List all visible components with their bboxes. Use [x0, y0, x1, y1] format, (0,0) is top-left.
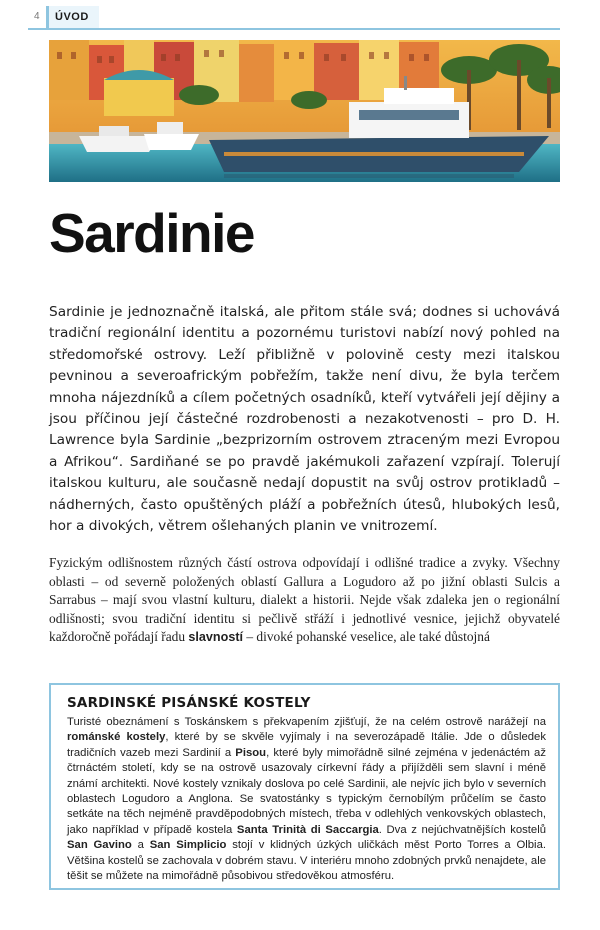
body-term: slavností — [188, 630, 244, 645]
box-text-5: a — [131, 839, 150, 852]
box-text-3: , které byly mimořádně silné zejména v jedenáctém až čtrnáctém století, kdy se na ostrově usazovaly církevní řády a přijížděli sem slavní i méně známí architekti. Nové kostely vznikaly doslova po celé Sardinii, ale nejvíc jich bylo v severních oblastech Logudoro a Anglona. Se svatostánky s typickým černobílým průčelím se často setkáte na těch nejméně pravděpodobných místech, třeba v odlehlých venkovských oblastech, jako například v případě kostela — [67, 746, 546, 836]
box-bold-2: Pisou — [235, 746, 267, 759]
box-bold-3: Santa Trinità di Saccargia — [236, 823, 379, 836]
body-text-part2: – divoké pohanské veselice, ale také důstojná — [243, 629, 490, 645]
page-header — [28, 6, 560, 30]
box-text-1: Turisté obeznámení s Toskánskem s překvapením zjišťují, že na celém ostrově narážejí na — [67, 716, 546, 728]
box-title: SARDINSKÉ PISÁNSKÉ KOSTELY — [67, 695, 311, 711]
body-paragraph — [49, 554, 560, 647]
page-title: Sardinie — [49, 202, 255, 264]
lead-paragraph: Sardinie je jednoznačně italská, ale přitom stále svá; dodnes si uchovává tradiční regionální identitu a pozornému turistovi nabízí nový pohled na středomořské ostrovy. Leží přibližně v polovině cesty mezi italskou pevninou a severoafrickým pobřežím, takže není divu, že byla terčem mnoha nájezdníků a cílem početných osadníků, kteří vytvářeli její dějiny a jsou příčinou její částečné rozdrobenosti a nezakotvenosti – pro D. H. Lawrence byla Sardinie „bezprizorním ostrovem ztraceným mezi Evropou a Afrikou“. Sardiňané se po pravdě jakémukoli zařazení vzpírají. Tolerují italskou kulturu, ale současně nedají dopustit na svůj ostrov protikladů – nádherných, často opuštěných pláží a pobřežních útesů, hlubokých lesů, hor a divokých, větrem ošlehaných planin ve vnitrozemí. — [49, 304, 560, 535]
harbor-photo-illustration — [49, 40, 560, 182]
box-bold-1: románské kostely — [67, 731, 166, 744]
box-bold-4: San Gavino — [67, 839, 132, 852]
page-number: 4 — [34, 11, 40, 22]
hero-photo — [49, 40, 560, 182]
box-bold-5: San Simplicio — [149, 839, 227, 852]
box-text — [67, 715, 546, 884]
box-text-4: . Dva z nejúchvatnějších kostelů — [378, 823, 546, 836]
box-text-2: , které by se skvěle vyjímaly i na severozápadě Itálie. Jde o důsledek tradičních vazeb mezi Sardinií a — [67, 731, 546, 759]
section-tab: ÚVOD — [46, 6, 99, 28]
sidebar-box — [49, 683, 560, 890]
body-text-part1: Fyzickým odlišnostem různých částí ostrova odpovídají i odlišné tradice a zvyky. Všechny oblasti – od severně položených oblastí Gallura a Logudoro až po jižní oblasti Sulcis a Sarrabus – mají svou vlastní kulturu, dialekt a historii. Nejde však zdaleka jen o regionální odlišnosti; svou tradiční identitu si pečlivě střáží i jednotlivé vesnice, jejichž obyvatelé každoročně pořádají řadu — [49, 555, 560, 645]
box-text-6: stojí v klidných úzkých uličkách měst Porto Torres a Olbia. Většina kostelů se zachovala v dobrém stavu. V interiéru mnoho zdobných prvků nenajdete, ale těšit se můžete na mimořádně působivou středověkou atmosféru. — [67, 839, 546, 883]
